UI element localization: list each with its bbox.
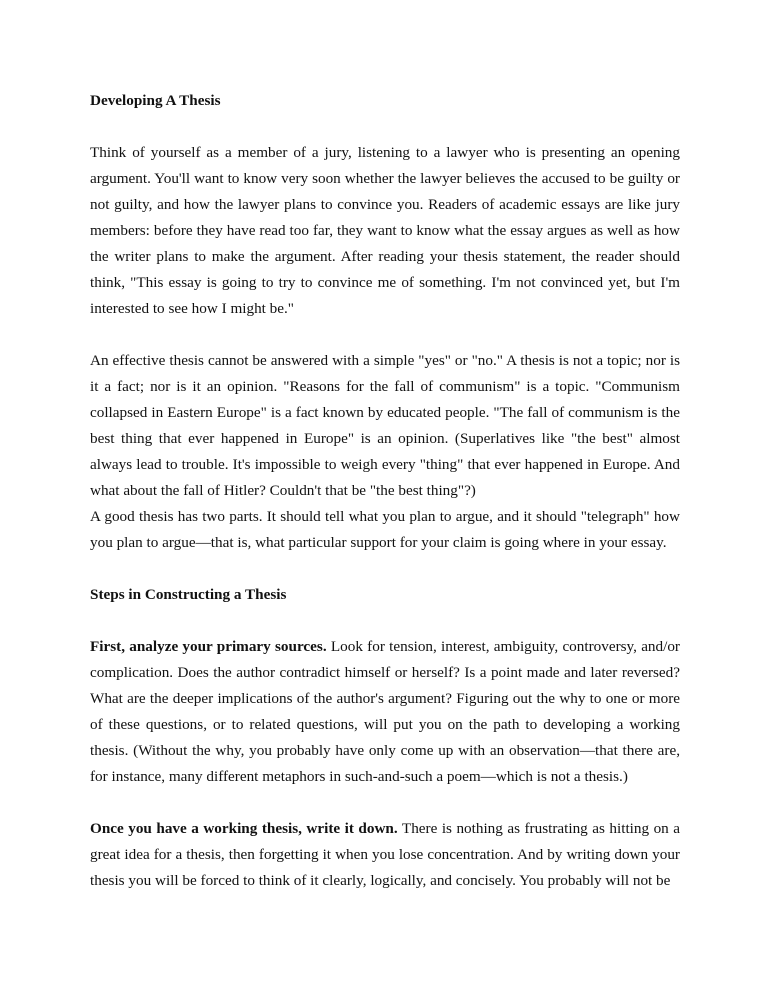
step-body-write-down: There is nothing as frustrating as hitting on a great idea for a thesis, then forgetting it when you lose concentration. And by writing down your thesis you will be forced to think of it clearly, logically, and concisely. You probably will not be [90, 820, 680, 889]
section-heading-developing-thesis: Developing A Thesis [90, 92, 221, 109]
step-lead-analyze: First, analyze your primary sources. [90, 638, 327, 655]
paragraph-step-analyze-sources [90, 634, 680, 790]
step-lead-write-down: Once you have a working thesis, write it down. [90, 820, 398, 837]
paragraph-effective-thesis: An effective thesis cannot be answered with a simple "yes" or "no." A thesis is not a topic; nor is it a fact; nor is it an opinion. "Reasons for the fall of communism" is a topic. "Communism collapsed in Eastern Europe" is a fact known by educated people. "The fall of communism is the best thing that ever happened in Europe" is an opinion. (Superlatives like "the best" almost always lead to trouble. It's impossible to weigh every "thing" that ever happened in Europe. And what about the fall of Hitler? Couldn't that be "the best thing"?) [90, 352, 680, 499]
step-body-analyze: Look for tension, interest, ambiguity, controversy, and/or complication. Does the author contradict himself or herself? Is a point made and later reversed? What are the deeper implications of the author's argument? Figuring out the why to one or more of these questions, or to related questions, will put you on the path to developing a working thesis. (Without the why, you probably have only come up with an observation—that there are, for instance, many different metaphors in such-and-such a poem—which is not a thesis.) [90, 638, 680, 785]
paragraph-jury-analogy: Think of yourself as a member of a jury, listening to a lawyer who is presenting an opening argument. You'll want to know very soon whether the lawyer believes the accused to be guilty or not guilty, and how the lawyer plans to convince you. Readers of academic essays are like jury members: before they have read too far, they want to know what the essay argues as well as how the writer plans to make the argument. After reading your thesis statement, the reader should think, "This essay is going to try to convince me of something. I'm not convinced yet, but I'm interested to see how I might be." [90, 144, 680, 317]
paragraph-good-thesis-parts: A good thesis has two parts. It should tell what you plan to argue, and it should "telegraph" how you plan to argue—that is, what particular support for your claim is going where in your essay. [90, 508, 680, 551]
section-heading-steps: Steps in Constructing a Thesis [90, 586, 287, 603]
paragraph-step-write-down [90, 816, 680, 894]
document-page [90, 88, 680, 920]
